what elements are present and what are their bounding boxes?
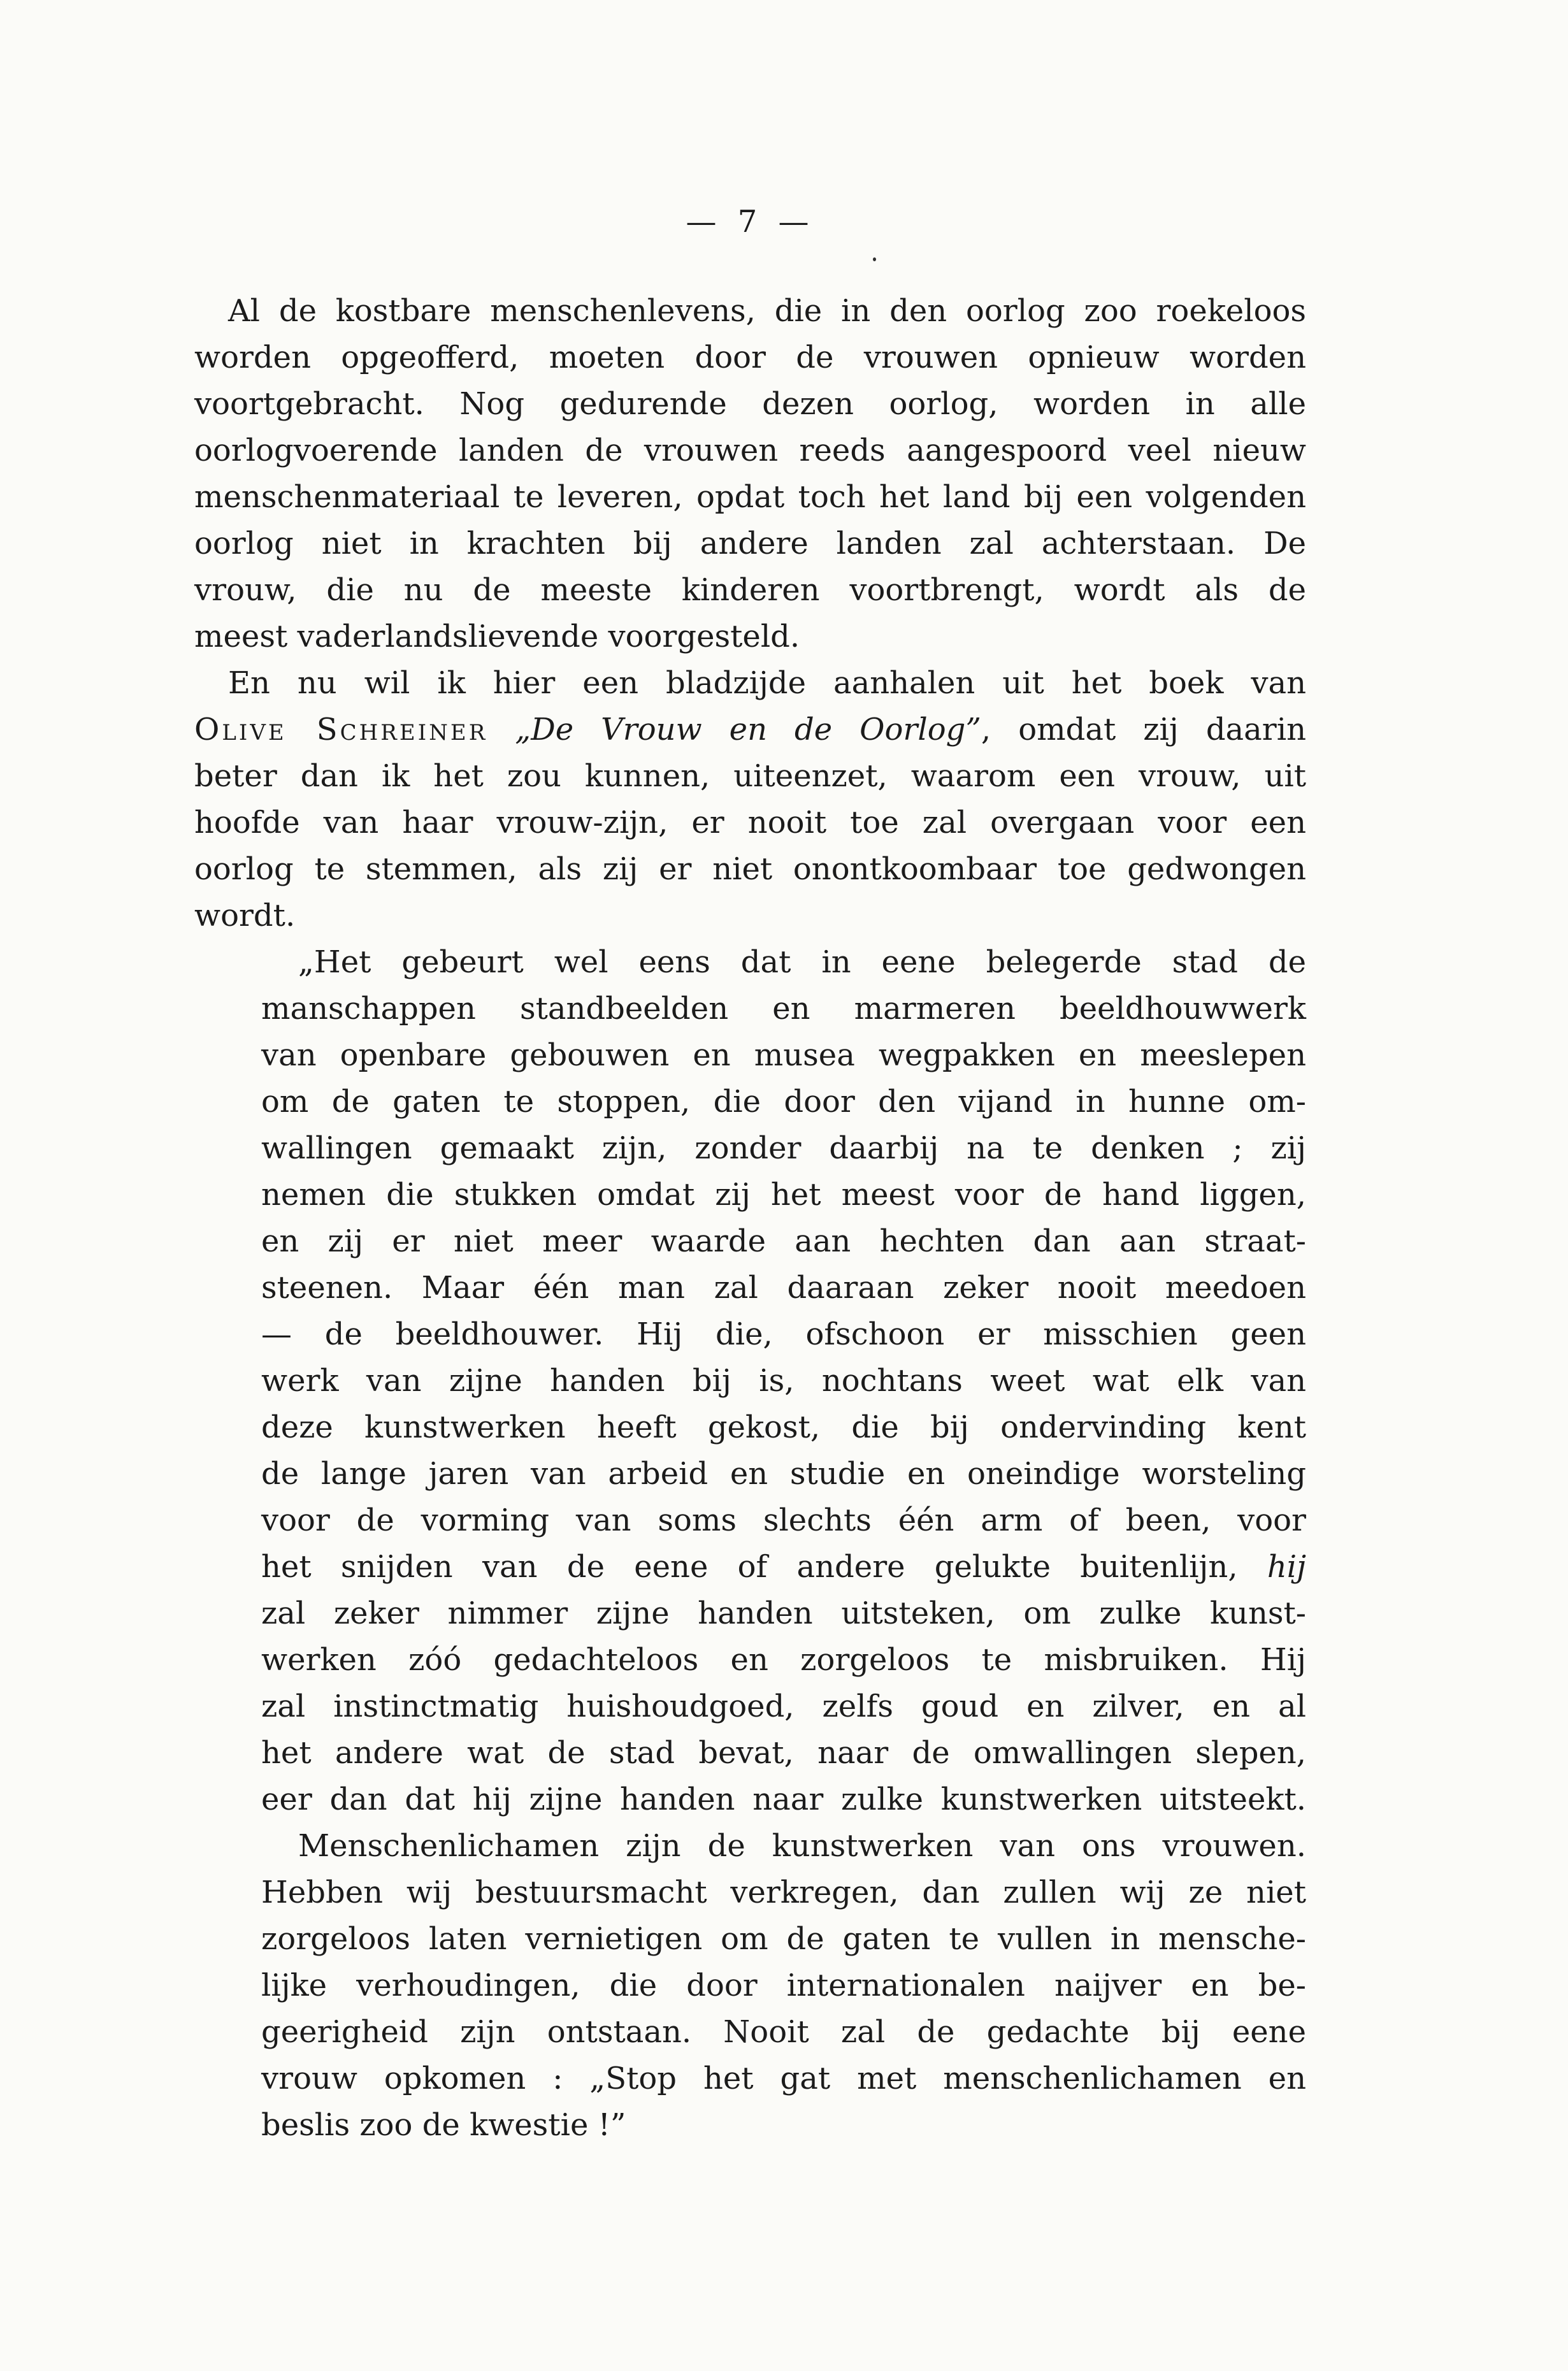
text-segment: van openbare gebouwen en musea wegpakken en meeslepen	[261, 1037, 1306, 1073]
text-line	[194, 753, 1306, 800]
text-segment: meest vaderlandslievende voorgesteld.	[194, 619, 800, 654]
text-segment: zal instinctmatig huishoudgoed, zelfs goud en zilver, en al	[261, 1689, 1306, 1724]
text-segment: en zij er niet meer waarde aan hechten dan aan straat-	[261, 1223, 1306, 1259]
text-line	[261, 1125, 1306, 1172]
text-segment: , omdat zij daarin	[981, 712, 1306, 747]
text-segment	[487, 712, 515, 747]
text-segment: worden opgeofferd, moeten door de vrouwen opnieuw worden	[194, 340, 1306, 375]
text-segment: zorgeloos laten vernietigen om de gaten te vullen in mensche-	[261, 1921, 1306, 1957]
text-segment: het andere wat de stad bevat, naar de omwallingen slepen,	[261, 1735, 1306, 1771]
text-segment: vrouw opkomen : „Stop het gat met menschenlichamen en	[261, 2061, 1306, 2096]
text-segment: Hebben wij bestuursmacht verkregen, dan zullen wij ze niet	[261, 1875, 1306, 1910]
text-segment: werk van zijne handen bij is, nochtans weet wat elk van	[261, 1363, 1306, 1399]
text-segment: wallingen gemaakt zijn, zonder daarbij na te denken ; zij	[261, 1130, 1306, 1166]
text-body	[194, 288, 1306, 2149]
text-line	[194, 288, 1306, 335]
text-line	[261, 1451, 1306, 1497]
text-segment: oorlog niet in krachten bij andere landen zal achterstaan. De	[194, 526, 1306, 561]
text-line	[194, 846, 1306, 893]
text-line	[261, 1032, 1306, 1079]
text-line	[194, 335, 1306, 381]
text-line	[194, 428, 1306, 474]
smallcaps-text: Olive Schreiner	[194, 712, 488, 747]
text-segment: beslis zoo de kwestie !”	[261, 2107, 626, 2143]
italic-text: „De Vrouw en de Oorlog”	[515, 712, 981, 747]
text-segment: hoofde van haar vrouw-zijn, er nooit toe zal overgaan voor een	[194, 805, 1306, 840]
text-line	[261, 1683, 1306, 1730]
text-line	[194, 800, 1306, 846]
text-line	[194, 474, 1306, 521]
text-line	[261, 2056, 1306, 2102]
text-segment: het snijden van de eene of andere gelukte buitenlijn,	[261, 1549, 1267, 1585]
text-segment: „Het gebeurt wel eens dat in eene belegerde stad de	[298, 944, 1306, 980]
text-segment: — de beeldhouwer. Hij die, ofschoon er misschien geen	[261, 1316, 1306, 1352]
text-segment: zal zeker nimmer zijne handen uitsteken, om zulke kunst-	[261, 1596, 1306, 1631]
text-segment: lijke verhoudingen, die door internationalen naijver en be-	[261, 1968, 1306, 2003]
text-line	[261, 1823, 1306, 1870]
text-line	[261, 1218, 1306, 1265]
page-number: — 7 —	[686, 204, 815, 240]
quote-paragraph-2	[194, 1823, 1306, 2149]
text-line	[261, 1776, 1306, 1823]
text-segment: manschappen standbeelden en marmeren beeldhouwwerk	[261, 991, 1306, 1027]
text-line	[261, 986, 1306, 1032]
text-line	[261, 1730, 1306, 1776]
text-line	[261, 2102, 1306, 2149]
text-segment: oorlog te stemmen, als zij er niet onontkoombaar toe gedwongen	[194, 851, 1306, 887]
text-segment: voortgebracht. Nog gedurende dezen oorlog, worden in alle	[194, 386, 1306, 422]
text-segment: de lange jaren van arbeid en studie en oneindige worsteling	[261, 1456, 1306, 1492]
scan-speck	[873, 257, 876, 261]
text-line	[261, 1265, 1306, 1311]
text-line	[261, 1590, 1306, 1637]
text-line	[261, 1544, 1306, 1590]
text-line	[261, 2009, 1306, 2056]
text-segment: menschenmateriaal te leveren, opdat toch het land bij een volgenden	[194, 479, 1306, 515]
text-line	[194, 567, 1306, 614]
text-segment: deze kunstwerken heeft gekost, die bij ondervinding kent	[261, 1409, 1306, 1445]
text-segment: Al de kostbare menschenlevens, die in den oorlog zoo roekeloos	[228, 293, 1306, 329]
text-line	[194, 521, 1306, 567]
text-segment: wordt.	[194, 898, 296, 933]
text-line	[261, 1358, 1306, 1404]
text-line	[261, 1916, 1306, 1963]
paragraph-2	[194, 660, 1306, 939]
quote-paragraph-1	[194, 939, 1306, 1823]
italic-text: hij	[1267, 1549, 1306, 1585]
text-segment: nemen die stukken omdat zij het meest voor de hand liggen,	[261, 1177, 1306, 1213]
text-line	[261, 1870, 1306, 1916]
text-line	[194, 660, 1306, 707]
text-line	[261, 1637, 1306, 1683]
text-line	[194, 381, 1306, 428]
text-segment: om de gaten te stoppen, die door den vijand in hunne om-	[261, 1084, 1306, 1120]
text-segment: steenen. Maar één man zal daaraan zeker nooit meedoen	[261, 1270, 1306, 1306]
text-line	[194, 893, 1306, 939]
text-line	[261, 939, 1306, 986]
text-line	[261, 1404, 1306, 1451]
text-line	[194, 707, 1306, 753]
text-segment: oorlogvoerende landen de vrouwen reeds aangespoord veel nieuw	[194, 433, 1306, 468]
text-segment: werken zóó gedachteloos en zorgeloos te misbruiken. Hij	[261, 1642, 1306, 1678]
text-segment: eer dan dat hij zijne handen naar zulke kunstwerken uitsteekt.	[261, 1782, 1306, 1817]
text-line	[261, 1311, 1306, 1358]
text-line	[261, 1963, 1306, 2009]
paragraph-1	[194, 288, 1306, 660]
text-line	[194, 614, 1306, 660]
text-line	[261, 1172, 1306, 1218]
text-segment: Menschenlichamen zijn de kunstwerken van ons vrouwen.	[298, 1828, 1306, 1864]
text-segment: geerigheid zijn ontstaan. Nooit zal de gedachte bij eene	[261, 2014, 1306, 2050]
text-segment: vrouw, die nu de meeste kinderen voortbrengt, wordt als de	[194, 572, 1306, 608]
text-line	[261, 1079, 1306, 1125]
text-segment: voor de vorming van soms slechts één arm of been, voor	[261, 1503, 1306, 1538]
text-segment: beter dan ik het zou kunnen, uiteenzet, waarom een vrouw, uit	[194, 758, 1306, 794]
text-line	[261, 1497, 1306, 1544]
text-segment: En nu wil ik hier een bladzijde aanhalen uit het boek van	[228, 665, 1306, 701]
